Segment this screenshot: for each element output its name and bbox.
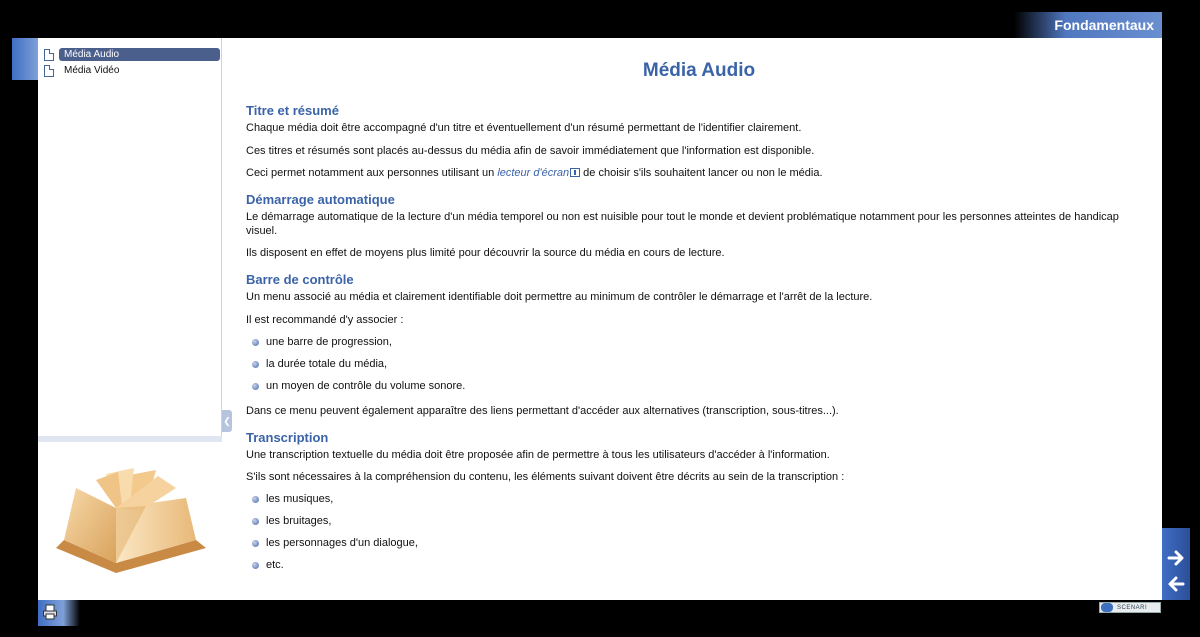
sidebar-item-label: Média Vidéo [64, 65, 120, 76]
bullet-icon [252, 496, 259, 503]
document-icon [44, 49, 54, 61]
list-item-text: un moyen de contrôle du volume sonore. [266, 380, 466, 392]
page-title: Média Audio [642, 60, 756, 81]
section-heading: Barre de contrôle [246, 272, 354, 287]
arrow-left-icon [1166, 574, 1186, 594]
text: Ceci permet notamment aux personnes utilisant un [246, 167, 498, 179]
list-item [252, 537, 418, 549]
bullet-icon [252, 562, 259, 569]
glossary-link-lecteur-ecran[interactable]: lecteur d'écran [497, 167, 570, 179]
paragraph: Une transcription textuelle du média doit être proposée afin de permettre à tous les utilisateurs d'accéder à l'information. [246, 449, 830, 461]
print-icon[interactable] [42, 604, 58, 620]
scenari-logo[interactable] [1099, 602, 1161, 613]
open-book-illustration [46, 468, 214, 580]
bullet-icon [252, 540, 259, 547]
paragraph: Il est recommandé d'y associer : [246, 314, 404, 326]
sidebar-outline [38, 38, 222, 438]
list-item [252, 493, 333, 505]
list-item [252, 336, 392, 348]
list-item-text: les personnages d'un dialogue, [266, 537, 418, 549]
section-heading: Transcription [246, 430, 329, 445]
module-title: Fondamentaux [1014, 12, 1162, 38]
bullet-icon [252, 339, 259, 346]
sidebar-item-media-video[interactable] [44, 63, 220, 78]
document-icon [44, 65, 54, 77]
paragraph-with-link [246, 166, 1152, 180]
glossary-icon[interactable] [570, 168, 580, 177]
section-transcription [246, 430, 1152, 446]
paragraph: S'ils sont nécessaires à la compréhension du contenu, les éléments suivant doivent être décrits au sein de la transcription : [246, 471, 845, 483]
list-item-text: les bruitages, [266, 515, 332, 527]
footer-toolbar [38, 600, 80, 626]
sidebar-collapse-button[interactable] [222, 410, 232, 432]
bullet-icon [252, 518, 259, 525]
text: de choisir s'ils souhaitent lancer ou non le média. [580, 167, 823, 179]
arrow-right-icon [1166, 548, 1186, 568]
previous-page-button[interactable] [1166, 574, 1186, 594]
paragraph: Ils disposent en effet de moyens plus limité pour découvrir la source du média en cours de lecture. [246, 247, 725, 259]
scenari-logo-text: SCENARI [1117, 604, 1148, 611]
main-frame [38, 38, 1162, 600]
section-heading: Démarrage automatique [246, 192, 395, 207]
bullet-icon [252, 361, 259, 368]
paragraph: Chaque média doit être accompagné d'un titre et éventuellement d'un résumé permettant de l'identifier clairement. [246, 122, 802, 134]
paragraph: Dans ce menu peuvent également apparaître des liens permettant d'accéder aux alternatives (transcription, sous-titres...). [246, 405, 839, 417]
sidebar-item-media-audio[interactable] [44, 47, 220, 62]
sidebar-resize-handle[interactable] [38, 436, 222, 442]
section-heading: Titre et résumé [246, 103, 339, 118]
scenari-logo-icon [1101, 603, 1113, 612]
sidebar-item-label: Média Audio [59, 48, 220, 61]
list-item [252, 358, 387, 370]
section-demarrage-automatique [246, 192, 1152, 208]
header-accent [12, 38, 38, 80]
list-item-text: la durée totale du média, [266, 358, 388, 370]
bullet-icon [252, 383, 259, 390]
list-item-text: etc. [266, 559, 284, 571]
next-page-button[interactable] [1166, 548, 1186, 568]
list-item [252, 559, 284, 571]
chevron-left-icon: ❮ [223, 415, 231, 426]
paragraph: Ces titres et résumés sont placés au-dessus du média afin de savoir immédiatement que l'information est disponible. [246, 145, 815, 157]
section-titre-resume [246, 103, 1152, 119]
list-item [252, 380, 465, 392]
list-item [252, 515, 331, 527]
paragraph: Un menu associé au média et clairement identifiable doit permettre au minimum de contrôler le démarrage et l'arrêt de la lecture. [246, 291, 873, 303]
section-barre-controle [246, 272, 1152, 288]
page-navigation [1162, 528, 1190, 600]
list-item-text: les musiques, [266, 493, 334, 505]
list-item-text: une barre de progression, [266, 336, 392, 348]
paragraph: Le démarrage automatique de la lecture d'un média temporel ou non est nuisible pour tout le monde et devient problématique notamment pour les personnes atteintes de handicap visuel. [246, 211, 1119, 237]
